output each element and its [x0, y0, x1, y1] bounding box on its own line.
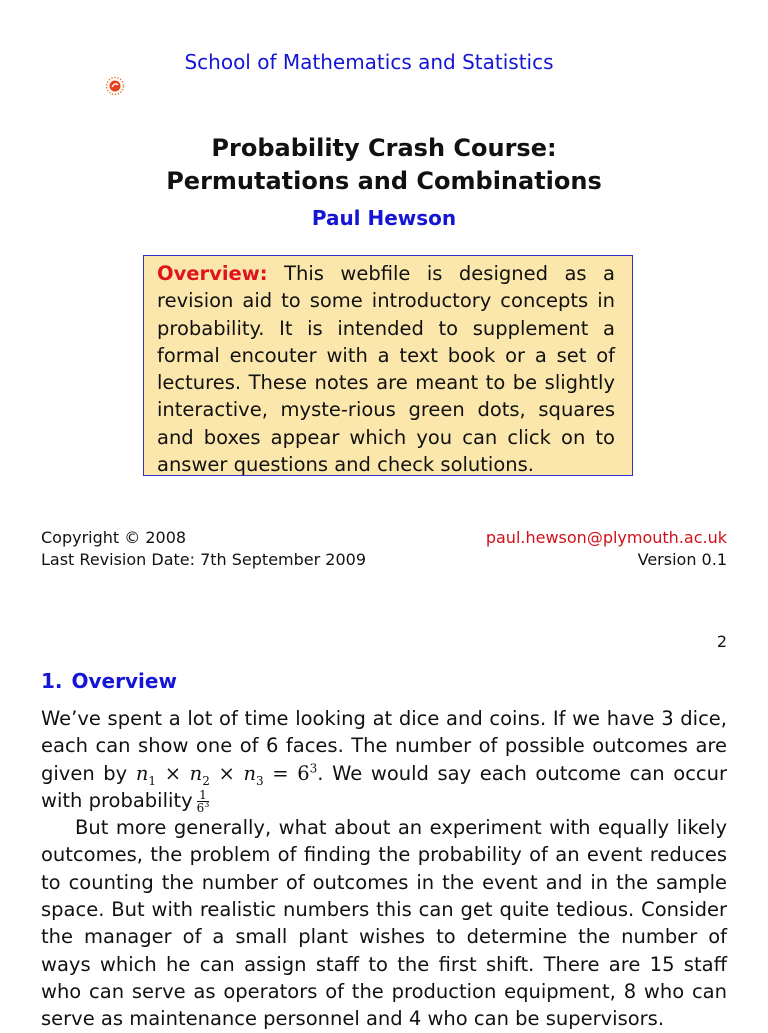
section-number: 1.	[41, 669, 63, 693]
revision-date: Last Revision Date: 7th September 2009	[41, 550, 367, 569]
meta-left	[41, 527, 366, 571]
author-email-link[interactable]: paul.hewson@plymouth.ac.uk	[485, 528, 727, 547]
meta-right	[486, 527, 727, 571]
document-title-line2: Permutations and Combinations	[166, 167, 602, 195]
copyright-text: Copyright © 2008	[41, 528, 187, 547]
document-title-line1: Probability Crash Course:	[211, 134, 557, 162]
outcomes-formula: $n_1 \times n_2 \times n_3 = 6^3$	[135, 761, 318, 788]
school-name: School of Mathematics and Statistics	[184, 50, 554, 74]
section-title: Overview	[71, 669, 177, 693]
university-logo-icon	[103, 75, 127, 97]
overview-box	[143, 255, 633, 476]
body-paragraph-1	[41, 705, 727, 814]
section-heading-overview[interactable]	[41, 669, 177, 693]
overview-text: This webfile is designed as a revision aid to some introductory concepts in probability. It is intended to supplement a formal encouter with a text book or a set of lectures. These notes are meant to be slightly interactive, myste-rious green dots, squares and boxes appear which you can click on to answer questions and check solutions.	[157, 262, 616, 477]
probability-fraction: $\frac{1}{6^3}$	[196, 787, 210, 815]
overview-label: Overview:	[157, 262, 268, 285]
p1-mid: . We would say each outcome can occur with probability	[41, 761, 728, 812]
author-name: Paul Hewson	[311, 206, 457, 230]
body-text	[41, 705, 727, 1033]
body-paragraph-2: But more generally, what about an experiment with equally likely outcomes, the problem of finding the probability of an event reduces to counting the number of outcomes in the event and in the sample space. But with realistic numbers this can get quite tedious. Consider the manager of a small plant wishes to determine the number of ways which he can assign staff to the first shift. There are 15 staff who can serve as operators of the production equipment, 8 who can serve as maintenance personnel and 4 who can be supervisors.	[41, 816, 727, 1031]
p1-start: We’ve spent a lot of time looking at dice and coins. If we have 3 dice, each can show one of 6 faces. The number of possible outcomes are given by	[41, 707, 727, 785]
version-text: Version 0.1	[637, 550, 727, 569]
overview-paragraph	[157, 260, 615, 478]
page-number: 2	[716, 632, 727, 651]
